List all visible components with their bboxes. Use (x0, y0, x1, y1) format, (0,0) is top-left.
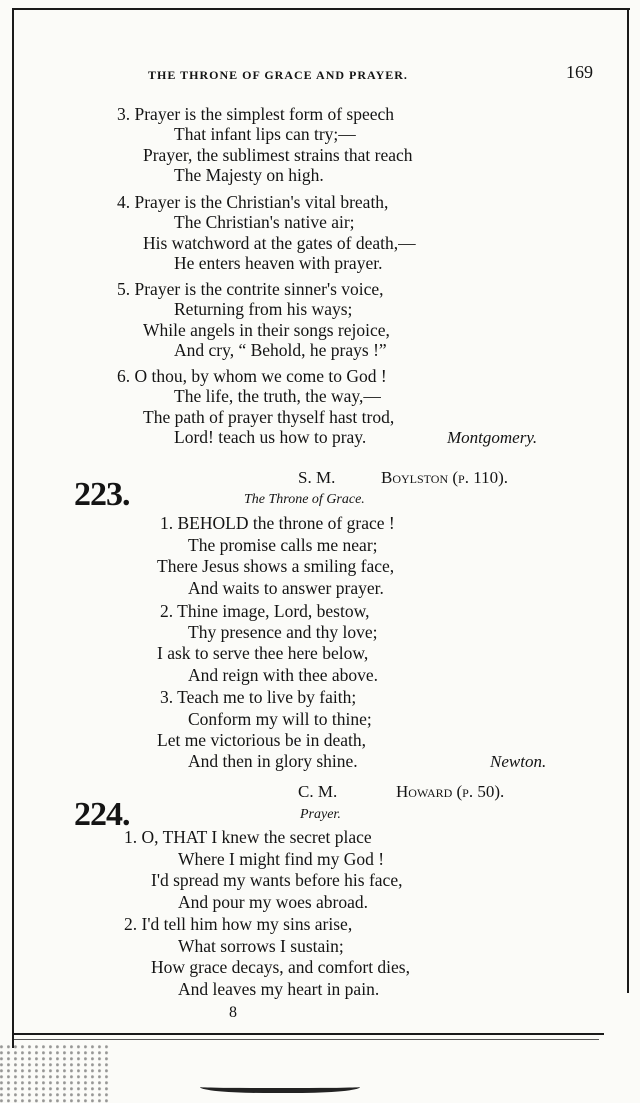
verse-line: 3. Prayer is the simplest form of speech (117, 104, 395, 124)
verse-line: 4. Prayer is the Christian's vital breath, (117, 192, 389, 212)
verse-line: 1. O, THAT I knew the secret place (124, 827, 372, 847)
verse-line: The Christian's native air; (174, 212, 355, 232)
verse-line: Lord! teach us how to pray. (174, 427, 367, 447)
hymn-title: The Throne of Grace. (244, 492, 365, 507)
border-right (627, 8, 629, 993)
scan-smudge (200, 1078, 360, 1093)
verse-line: Thy presence and thy love; (188, 622, 378, 642)
hymn-tune: Howard (p. 50). (396, 782, 505, 801)
verse-line: 6. O thou, by whom we come to God ! (117, 366, 387, 386)
verse-line: The path of prayer thyself hast trod, (143, 407, 395, 427)
signature-mark: 8 (229, 1004, 237, 1021)
verse-line: The Majesty on high. (174, 165, 324, 185)
verse-line: How grace decays, and comfort dies, (151, 957, 410, 977)
verse-line: That infant lips can try;— (174, 124, 356, 144)
verse-line: Conform my will to thine; (188, 709, 372, 729)
border-left (12, 8, 14, 1048)
scan-speckle (0, 1045, 110, 1103)
border-bottom-inner (14, 1039, 599, 1040)
verse-line: I'd spread my wants before his face, (151, 870, 403, 890)
verse-line: His watchword at the gates of death,— (143, 233, 416, 253)
verse-line: While angels in their songs rejoice, (143, 320, 390, 340)
verse-line: Prayer, the sublimest strains that reach (143, 145, 413, 165)
verse-line: And leaves my heart in pain. (178, 979, 380, 999)
verse-line: There Jesus shows a smiling face, (157, 556, 395, 576)
verse-line: He enters heaven with prayer. (174, 253, 383, 273)
hymn-number: 224. (74, 796, 130, 833)
border-top (12, 8, 630, 10)
hymn-author: Newton. (490, 752, 547, 771)
verse-line: And reign with thee above. (188, 665, 379, 685)
verse-line: Where I might find my God ! (178, 849, 385, 869)
hymn-meter: S. M. (298, 468, 336, 487)
hymn-tune: Boylston (p. 110). (381, 468, 508, 487)
verse-line: 2. Thine image, Lord, bestow, (160, 601, 370, 621)
verse-line: Returning from his ways; (174, 299, 353, 319)
verse-line: 3. Teach me to live by faith; (160, 687, 357, 707)
page-number: 169 (566, 62, 593, 82)
verse-line: 5. Prayer is the contrite sinner's voice, (117, 279, 384, 299)
verse-line: And then in glory shine. (188, 751, 358, 771)
verse-line: 2. I'd tell him how my sins arise, (124, 914, 353, 934)
verse-line: And cry, “ Behold, he prays !” (174, 340, 387, 360)
verse-line: Let me victorious be in death, (157, 730, 366, 750)
hymn-author: Montgomery. (447, 428, 538, 447)
verse-line: The life, the truth, the way,— (174, 386, 381, 406)
hymn-meter: C. M. (298, 782, 338, 801)
verse-line: I ask to serve thee here below, (157, 643, 369, 663)
hymn-number: 223. (74, 476, 130, 513)
verse-line: The promise calls me near; (188, 535, 378, 555)
verse-line: And pour my woes abroad. (178, 892, 369, 912)
verse-line: And waits to answer prayer. (188, 578, 384, 598)
verse-line: 1. BEHOLD the throne of grace ! (160, 513, 395, 533)
border-bottom (14, 1033, 604, 1035)
running-title: THE THRONE OF GRACE AND PRAYER. (148, 68, 408, 82)
hymn-title: Prayer. (300, 807, 341, 822)
verse-line: What sorrows I sustain; (178, 936, 344, 956)
